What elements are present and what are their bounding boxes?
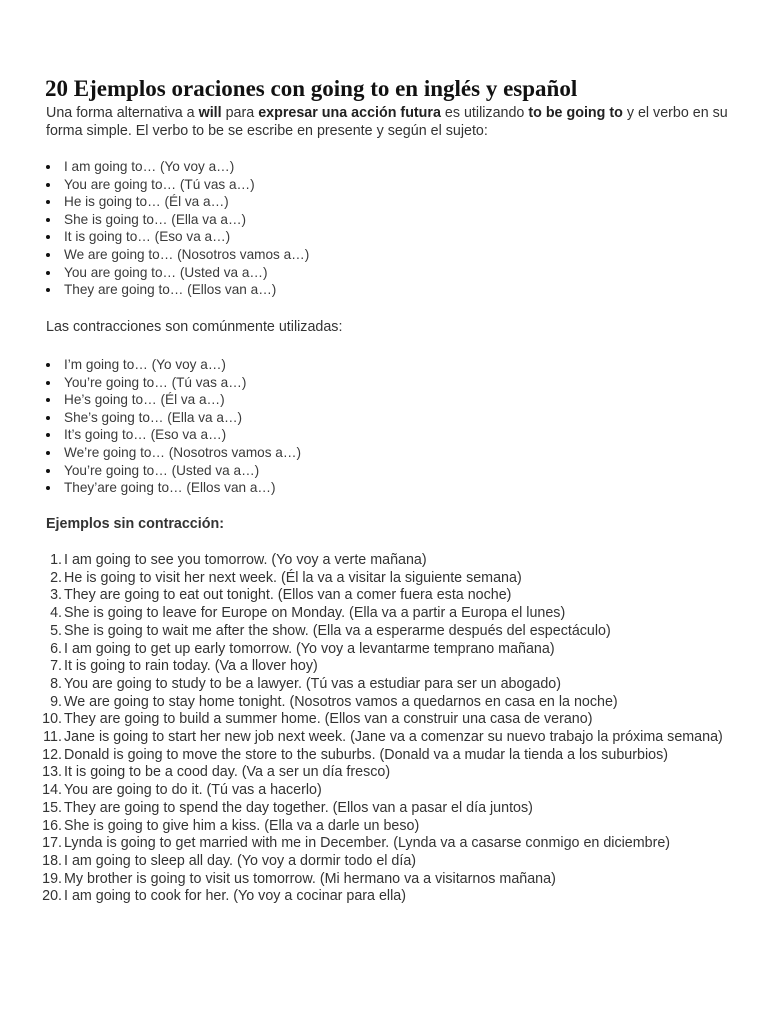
item-number: 15. <box>42 799 62 816</box>
example-item <box>28 552 733 570</box>
example-item <box>28 711 733 729</box>
example-item <box>28 641 733 659</box>
item-number: 18. <box>42 852 62 869</box>
example-text: It is going to rain today. (Va a llover hoy) <box>64 658 318 675</box>
item-number: 19. <box>42 870 62 887</box>
item-number: 13. <box>42 764 62 781</box>
example-text: She is going to wait me after the show. (Ella va a esperarme después del espectáculo) <box>64 622 611 639</box>
intro-text-2: para <box>221 105 259 121</box>
item-number: 9. <box>50 693 62 710</box>
example-text: It is going to be a cood day. (Va a ser un día fresco) <box>64 764 391 781</box>
list-item: You’re going to… (Usted va a…) <box>46 462 301 480</box>
example-text: She is going to leave for Europe on Monday. (Ella va a partir a Europa el lunes) <box>64 605 566 622</box>
item-number: 7. <box>50 658 62 675</box>
item-number: 5. <box>50 622 62 639</box>
example-item <box>28 676 733 694</box>
list-item: They’are going to… (Ellos van a…) <box>46 479 301 497</box>
intro-bold-going-to: to be going to <box>528 105 623 121</box>
example-text: I am going to get up early tomorrow. (Yo voy a levantarme temprano mañana) <box>64 640 555 657</box>
list-item: It’s going to… (Eso va a…) <box>46 426 301 444</box>
intro-text-4: y el verbo en su forma simple. El verbo to be se escribe en presente y según el sujeto: <box>46 105 728 139</box>
example-text: My brother is going to visit us tomorrow. (Mi hermano va a visitarnos mañana) <box>64 870 556 887</box>
example-text: Donald is going to move the store to the suburbs. (Donald va a mudar la tienda a los suburbios) <box>64 746 668 763</box>
item-number: 10. <box>42 711 62 728</box>
forms-list <box>46 158 309 299</box>
example-item <box>28 747 733 765</box>
example-text: He is going to visit her next week. (Él la va a visitar la siguiente semana) <box>64 569 522 586</box>
list-item: He is going to… (Él va a…) <box>46 193 309 211</box>
list-item: They are going to… (Ellos van a…) <box>46 281 309 299</box>
item-number: 6. <box>50 640 62 657</box>
example-text: We are going to stay home tonight. (Nosotros vamos a quedarnos en casa en la noche) <box>64 693 618 710</box>
item-number: 14. <box>42 782 62 799</box>
contractions-list <box>46 356 301 497</box>
example-text: Jane is going to start her new job next week. (Jane va a comenzar su nuevo trabajo la próxima semana) <box>64 729 723 746</box>
example-text: You are going to study to be a lawyer. (Tú vas a estudiar para ser un abogado) <box>64 675 561 692</box>
item-number: 4. <box>50 605 62 622</box>
intro-text-3: es utilizando <box>440 105 529 121</box>
example-text: She is going to give him a kiss. (Ella va a darle un beso) <box>64 817 420 834</box>
example-item <box>28 570 733 588</box>
example-text: They are going to eat out tonight. (Ellos van a comer fuera esta noche) <box>64 587 512 604</box>
example-item <box>28 853 733 871</box>
list-item: You are going to… (Tú vas a…) <box>46 176 309 194</box>
example-item <box>28 888 733 906</box>
list-item: He’s going to… (Él va a…) <box>46 391 301 409</box>
example-item <box>28 764 733 782</box>
example-item <box>28 871 733 889</box>
item-number: 11. <box>43 729 62 746</box>
example-text: They are going to build a summer home. (Ellos van a construir una casa de verano) <box>64 711 593 728</box>
example-item <box>28 729 733 747</box>
item-number: 12. <box>42 746 62 763</box>
intro-paragraph <box>46 104 736 140</box>
item-number: 20. <box>42 888 62 905</box>
list-item: She is going to… (Ella va a…) <box>46 211 309 229</box>
item-number: 16. <box>42 817 62 834</box>
example-text: I am going to see you tomorrow. (Yo voy a verte mañana) <box>64 552 427 568</box>
example-item <box>28 835 733 853</box>
example-item <box>28 694 733 712</box>
example-item <box>28 658 733 676</box>
example-item <box>28 782 733 800</box>
list-item: She’s going to… (Ella va a…) <box>46 409 301 427</box>
list-item: It is going to… (Eso va a…) <box>46 228 309 246</box>
contractions-intro: Las contracciones son comúnmente utilizadas: <box>46 319 343 335</box>
intro-text-1: Una forma alternativa a <box>46 105 199 121</box>
example-text: They are going to spend the day together. (Ellos van a pasar el día juntos) <box>64 799 533 816</box>
examples-heading: Ejemplos sin contracción: <box>46 516 224 532</box>
item-number: 17. <box>42 835 62 852</box>
example-item <box>28 623 733 641</box>
example-item <box>28 818 733 836</box>
list-item: We’re going to… (Nosotros vamos a…) <box>46 444 301 462</box>
intro-bold-future: expresar una acción futura <box>258 105 441 121</box>
example-text: You are going to do it. (Tú vas a hacerlo) <box>64 782 322 799</box>
intro-bold-will: will <box>198 105 222 121</box>
example-text: I am going to sleep all day. (Yo voy a dormir todo el día) <box>64 852 417 869</box>
examples-list <box>28 552 733 906</box>
list-item: We are going to… (Nosotros vamos a…) <box>46 246 309 264</box>
example-item <box>28 800 733 818</box>
page-title: 20 Ejemplos oraciones con going to en inglés y español <box>45 76 578 101</box>
example-text: I am going to cook for her. (Yo voy a cocinar para ella) <box>64 888 406 905</box>
example-text: Lynda is going to get married with me in December. (Lynda va a casarse conmigo en diciembre) <box>64 835 671 852</box>
item-number: 1. <box>50 552 62 568</box>
example-item <box>28 605 733 623</box>
list-item: You’re going to… (Tú vas a…) <box>46 374 301 392</box>
item-number: 8. <box>50 675 62 692</box>
item-number: 2. <box>50 569 62 586</box>
list-item: I am going to… (Yo voy a…) <box>46 158 309 176</box>
list-item: I’m going to… (Yo voy a…) <box>46 356 301 374</box>
item-number: 3. <box>50 587 62 604</box>
example-item <box>28 587 733 605</box>
list-item: You are going to… (Usted va a…) <box>46 264 309 282</box>
